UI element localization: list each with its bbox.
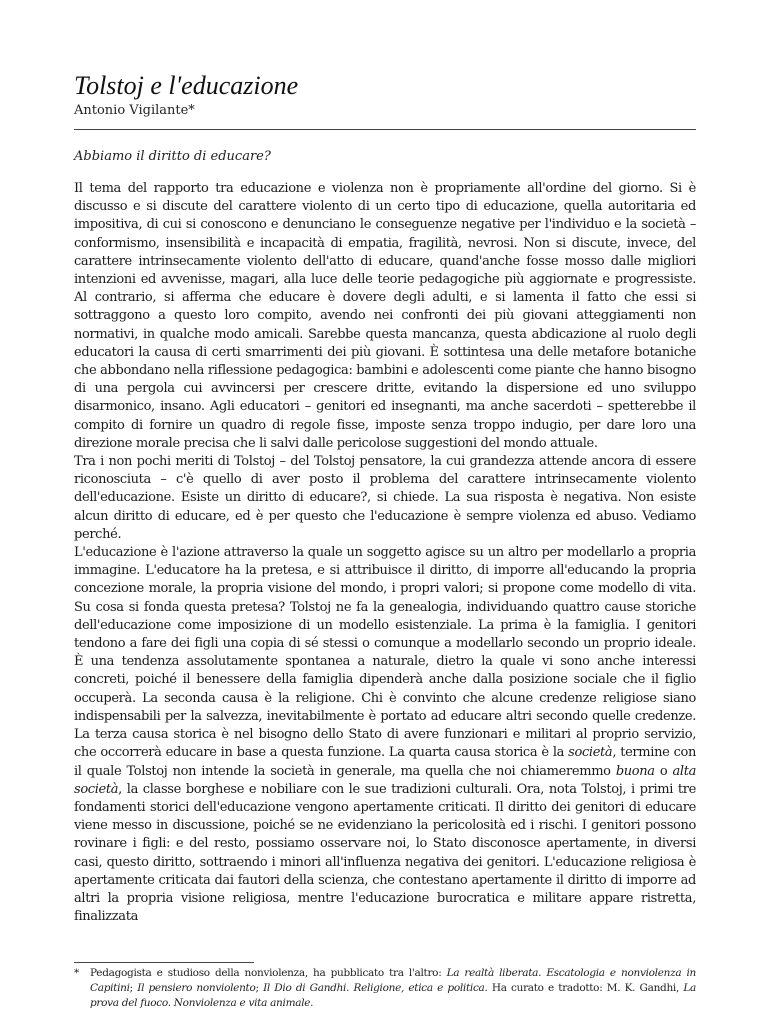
paragraph-2: Tra i non pochi meriti di Tolstoj – del Tolstoj pensatore, la cui grandezza attende ancora di essere riconosciuta – c'è quello di aver posto il problema del carattere intrinsecamente violento dell'educazione. Esiste un diritto di educare?, si chiede. La sua risposta è negativa. Non esiste alcun diritto di educare, ed è per questo che l'educazione è sempre violenza ed abuso. Vediamo perché. bbox=[74, 454, 696, 542]
book-title: La realtà liberata. Escatologia e nonviolenza in Capitini bbox=[90, 967, 696, 994]
paragraph-3-text: , la classe borghese e nobiliare con le sue tradizioni culturali. Ora, nota Tolstoj, i primi tre fondamenti storici dell'educazione vengono apertamente criticati. Il diritto dei genitori di educare viene messo in discussione, poiché se ne evidenziano la pericolosità ed i rischi. I genitori possono rovinare i figli: e del resto, possiamo osservare noi, lo Stato disconosce apertamente, in diversi casi, questo diritto, sottraendo i minori all'influenza negativa dei genitori. L'educazione religiosa è apertamente criticata dai fautori della scienza, che contestano apertamente il diritto di imporre ad altri la propria visione religiosa, mentre l'educazione burocratica e militare appare ristretta, finalizzata bbox=[74, 781, 696, 925]
paragraph-1: Il tema del rapporto tra educazione e violenza non è propriamente all'ordine del giorno. Si è discusso e si discute del carattere violento di un certo tipo di educazione, quella autoritaria ed impositiva, di cui si conoscono e denunciano le conseguenze negative per l'individuo e la società – conformismo, insensibilità e incapacità di empatia, fragilità, nevrosi. Non si discute, invece, del carattere intrinsecamente violento dell'atto di educare, quand'anche fosse mosso dalle migliori intenzioni ed avvenisse, magari, alla luce delle teorie pedagogiche più aggiornate e progressiste. Al contrario, si afferma che educare è dovere degli adulti, e si lamenta il fatto che essi si sottraggono a questo loro compito, avendo nei confronti dei più giovani atteggiamenti non normativi, in qualche modo amicali. Sarebbe questa mancanza, questa abdicazione al ruolo degli educatori la causa di certi smarrimenti dei più giovani. È sottintesa una delle metafore botaniche che abbondano nella riflessione pedagogica: bambini e adolescenti come piante che hanno bisogno di una pergola cui avvincersi per crescere dritte, evitando la dispersione ed uno sviluppo disarmonico, insano. Agli educatori – genitori ed insegnanti, ma anche sacerdoti – spetterebbe il compito di fornire un quadro di regole fisse, imposte senza troppo indugio, per dare loro una direzione morale precisa che li salvi dalle pericolose suggestioni del mondo attuale. bbox=[74, 181, 696, 451]
book-title: La prova del fuoco. Nonviolenza e vita animale bbox=[90, 982, 696, 1009]
emphasis-alta-societa: alta società bbox=[74, 763, 697, 797]
section-heading: Abbiamo il diritto di educare? bbox=[74, 149, 271, 164]
header-divider bbox=[74, 129, 696, 130]
emphasis-buona: buona bbox=[615, 763, 655, 779]
footnote-text-part: . Ha curato e tradotto: M. K. Gandhi, bbox=[484, 982, 684, 994]
footnote bbox=[74, 966, 696, 1011]
article-body bbox=[74, 180, 696, 926]
footnote-divider bbox=[74, 962, 254, 963]
footnote-text-part: . bbox=[310, 997, 314, 1009]
footnote-text bbox=[90, 966, 696, 1011]
article-author: Antonio Vigilante* bbox=[74, 103, 195, 118]
paragraph-3-text: , termine con il quale Tolstoj non intende la società in generale, ma quella che noi chiameremmo bbox=[74, 745, 696, 779]
paragraph-3-text: L'educazione è l'azione attraverso la quale un soggetto agisce su un altro per modellarlo a propria immagine. L'educatore ha la pretesa, e si attribuisce il diritto, di imporre all'educando la propria concezione morale, la propria visione del mondo, i propri valori; si propone come modello di vita. Su cosa si fonda questa pretesa? Tolstoj ne fa la genealogia, individuando quattro cause storiche dell'educazione come imposizione di un modello esistenziale. La prima è la famiglia. I genitori tendono a fare dei figli una copia di sé stessi o comunque a modellarlo secondo un proprio ideale. È una tendenza assolutamente spontanea a naturale, dietro la quale vi sono anche interessi concreti, poiché il benessere della famiglia dipenderà anche dalla posizione sociale che il figlio occuperà. La seconda causa è la religione. Chi è convinto che alcune credenze religiose siano indispensabili per la salvezza, inevitabilmente è portato ad educare altri secondo quelle credenze. La terza causa storica è nel bisogno dello Stato di avere funzionari e militari al proprio servizio, che occorrerà educare in base a questa funzione. La quarta causa storica è la bbox=[74, 545, 696, 761]
book-title: Il Dio di Gandhi. Religione, etica e politica bbox=[263, 982, 485, 994]
book-title: Il pensiero nonviolento bbox=[137, 982, 256, 994]
footnote-mark: * bbox=[74, 967, 79, 979]
emphasis-societa: società bbox=[568, 745, 613, 761]
footnote-text-part: ; bbox=[129, 982, 138, 994]
footnote-text-part: Pedagogista e studioso della nonviolenza, ha pubblicato tra l'altro: bbox=[90, 967, 447, 979]
footnote-text-part: ; bbox=[255, 982, 264, 994]
paragraph-3 bbox=[74, 544, 696, 926]
paragraph-3-text: o bbox=[654, 763, 673, 779]
article-title: Tolstoj e l'educazione bbox=[74, 71, 299, 100]
